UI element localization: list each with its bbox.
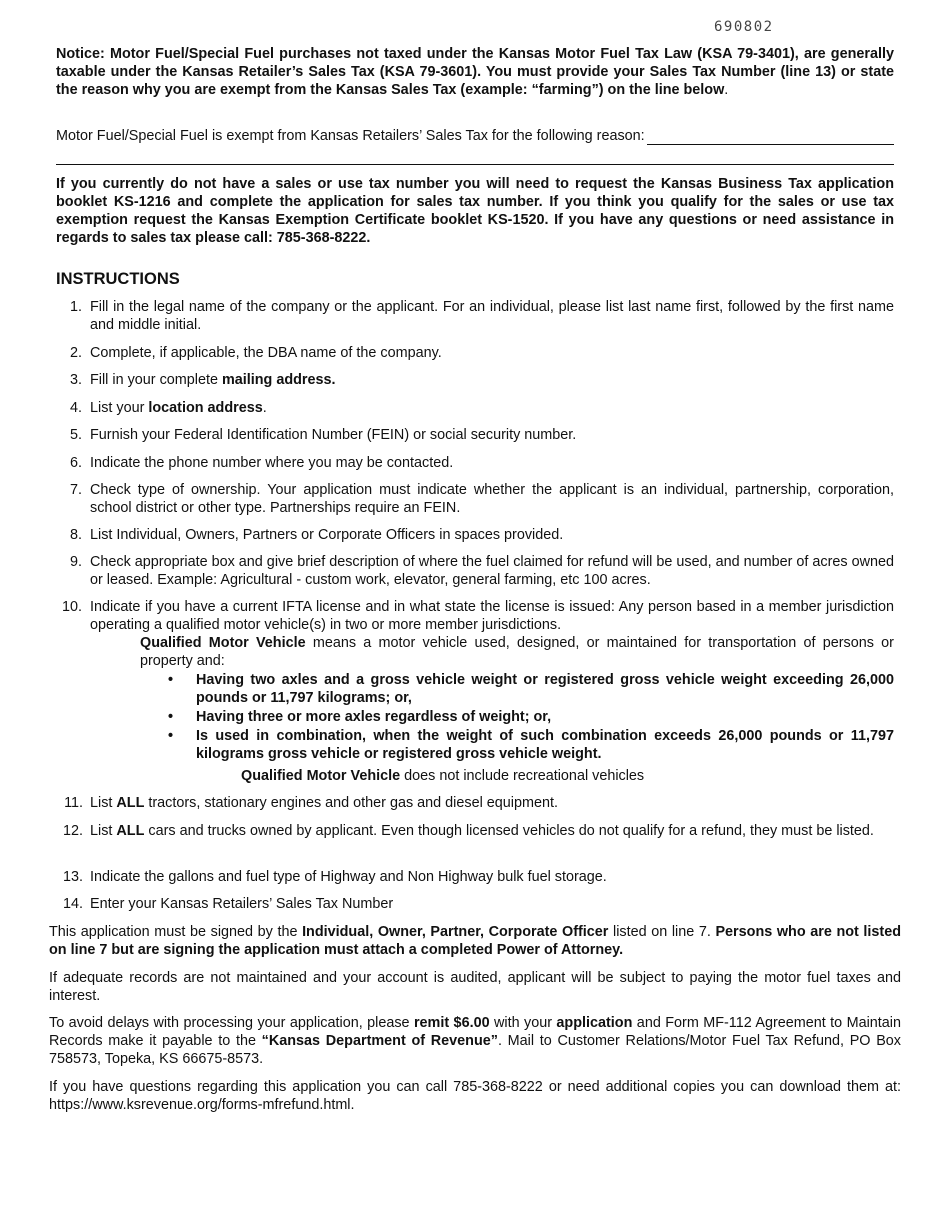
instruction-item — [56, 794, 894, 812]
item-number: 11. — [64, 795, 83, 811]
exempt-reason-second-line[interactable] — [56, 164, 894, 165]
qmv-criterion — [168, 671, 894, 707]
instruction-item — [56, 426, 894, 444]
item-number: 7. — [69, 482, 82, 498]
item-text: Indicate the phone number where you may be contacted. — [90, 455, 454, 471]
item-text — [90, 822, 894, 840]
item-text — [90, 371, 894, 389]
item-text-pre: List — [90, 795, 117, 811]
item-number: 13. — [62, 869, 83, 885]
instruction-item — [56, 399, 894, 417]
qualified-motor-vehicle-definition — [140, 634, 894, 670]
item-number: 4. — [69, 400, 82, 416]
signing-mid: listed on line 7. — [608, 924, 716, 940]
exempt-reason-field[interactable] — [647, 129, 894, 145]
signing-pre: This application must be signed by the — [49, 924, 303, 940]
qmv-criterion-text: Having three or more axles regardless of weight; or, — [196, 709, 552, 725]
notice-text: Notice: Motor Fuel/Special Fuel purchases not taxed under the Kansas Motor Fuel Tax Law (KSA 79-3401), are generally taxable under the Kansas Retailer’s Sales Tax (KSA 79-3601). You must provide your Sales Tax Number (line 13) or state the reason why you are exempt from the Kansas Sales Tax (example: “farming”) on the line below — [56, 46, 894, 98]
item-text: Check type of ownership. Your application must indicate whether the applicant is an individual, partnership, corporation, school district or other type. Partnerships require an FEIN. — [90, 482, 894, 516]
qmv-criterion-text: Having two axles and a gross vehicle weight or registered gross vehicle weight exceeding 26,000 pounds or 11,797 kilograms; or, — [196, 672, 894, 706]
qmv-exclusion-text: does not include recreational vehicles — [400, 768, 645, 784]
item-number: 6. — [69, 455, 82, 471]
bullet-icon: • — [168, 728, 174, 744]
item-text-post: tractors, stationary engines and other gas and diesel equipment. — [144, 795, 558, 811]
item-text-pre: List your — [90, 400, 149, 416]
qmv-term: Qualified Motor Vehicle — [241, 768, 401, 784]
payment-payee: “Kansas Department of Revenue” — [261, 1033, 498, 1049]
item-number: 10. — [61, 599, 82, 615]
signing-bold-1: Individual, Owner, Partner, Corporate Officer — [302, 924, 609, 940]
instruction-item — [56, 868, 894, 886]
item-number: 5. — [69, 427, 82, 443]
instruction-item — [56, 822, 894, 840]
contact-info: If you have questions regarding this application you can call 785-368-8222 or need additional copies you can download them at: https://www.ksrevenue.org/forms-mfrefund.html. — [49, 1079, 901, 1113]
instruction-item — [56, 553, 894, 589]
signing-bold-2: Persons who are not listed on line 7 but are signing the application must attach a completed Power of Attorney. — [49, 924, 902, 958]
sales-tax-notice: If you currently do not have a sales or use tax number you will need to request the Kansas Business Tax application booklet KS-1216 and complete the application for sales tax number. If you think you qualify for the sales or use tax exemption request the Kansas Exemption Certificate booklet KS-1520. If you have any questions or need assistance in regards to sales tax please call: 785-368-8222. — [56, 176, 894, 246]
payment-text-1: To avoid delays with processing your application, please — [49, 1015, 414, 1031]
item-text — [90, 794, 894, 812]
notice-period: . — [724, 82, 729, 98]
item-number: 14. — [62, 896, 83, 912]
qmv-criterion-text: Is used in combination, when the weight of such combination exceeds 26,000 pounds or 11,797 kilograms gross vehicle or registered gross vehicle weight. — [196, 728, 894, 762]
instructions-heading: INSTRUCTIONS — [56, 270, 180, 288]
records-notice: If adequate records are not maintained and your account is audited, applicant will be subject to paying the motor fuel taxes and interest. — [49, 970, 901, 1004]
item-text-bold: location address — [148, 400, 263, 416]
item-text: Furnish your Federal Identification Number (FEIN) or social security number. — [90, 427, 577, 443]
payment-text-4: . Mail to Customer Relations/Motor Fuel Tax Refund, PO Box 758573, Topeka, KS 66675-8573. — [49, 1033, 901, 1067]
item-number: 1. — [69, 299, 82, 315]
form-number: 690802 — [714, 19, 774, 35]
qmv-criterion — [168, 708, 894, 726]
item-text: Enter your Kansas Retailers’ Sales Tax Number — [90, 896, 394, 912]
signing-requirement — [49, 923, 901, 959]
qmv-term: Qualified Motor Vehicle — [140, 635, 306, 651]
instruction-item — [56, 526, 894, 544]
qmv-criterion — [168, 727, 894, 763]
item-number: 9. — [69, 554, 82, 570]
item-number: 8. — [69, 527, 82, 543]
payment-text-2: with your — [489, 1015, 557, 1031]
item-number: 3. — [69, 372, 82, 388]
item-text: List Individual, Owners, Partners or Corporate Officers in spaces provided. — [90, 527, 564, 543]
item-text: Complete, if applicable, the DBA name of the company. — [90, 345, 442, 361]
instruction-item — [56, 344, 894, 362]
item-text-bold: ALL — [116, 795, 145, 811]
payment-application: application — [556, 1015, 633, 1031]
instruction-item — [56, 598, 894, 634]
item-text-post: cars and trucks owned by applicant. Even though licensed vehicles do not qualify for a refund, they must be listed. — [144, 823, 874, 839]
item-text-bold: mailing address. — [221, 372, 336, 388]
item-text: Check appropriate box and give brief description of where the fuel claimed for refund will be used, and number of acres owned or leased. Example: Agricultural - custom work, elevator, general farming, etc 100 acres. — [90, 554, 894, 588]
bullet-icon: • — [168, 672, 174, 688]
item-text: Fill in the legal name of the company or the applicant. For an individual, please list last name first, followed by the first name and middle initial. — [90, 299, 894, 333]
instruction-item — [56, 895, 894, 913]
motor-fuel-notice — [56, 45, 894, 99]
qmv-definition: means a motor vehicle used, designed, or maintained for transportation of persons or property and: — [140, 635, 894, 669]
item-text: Indicate the gallons and fuel type of Highway and Non Highway bulk fuel storage. — [90, 869, 607, 885]
qmv-criteria-list — [168, 671, 894, 764]
instruction-item — [56, 481, 894, 517]
exempt-reason-label: Motor Fuel/Special Fuel is exempt from Kansas Retailers’ Sales Tax for the following reason: — [56, 128, 645, 144]
item-text-bold: ALL — [116, 823, 145, 839]
qmv-exclusion — [241, 767, 644, 785]
payment-instructions — [49, 1014, 901, 1068]
bullet-icon: • — [168, 709, 174, 725]
instruction-item — [56, 371, 894, 389]
item-text-pre: List — [90, 823, 117, 839]
item-text — [90, 399, 894, 417]
exempt-reason-row — [56, 127, 894, 145]
item-number: 2. — [69, 345, 82, 361]
instruction-item — [56, 454, 894, 472]
payment-amount: remit $6.00 — [413, 1015, 490, 1031]
item-number: 12. — [62, 823, 83, 839]
instruction-item — [56, 298, 894, 334]
item-text: Indicate if you have a current IFTA license and in what state the license is issued: Any person based in a member jurisdiction operating a qualified motor vehicle(s) in two or more member jurisdictions. — [90, 599, 894, 633]
item-text-post: . — [262, 400, 267, 416]
item-text-pre: Fill in your complete — [90, 372, 222, 388]
payment-text-3: and Form MF-112 Agreement to Maintain Records make it payable to the — [49, 1015, 901, 1049]
